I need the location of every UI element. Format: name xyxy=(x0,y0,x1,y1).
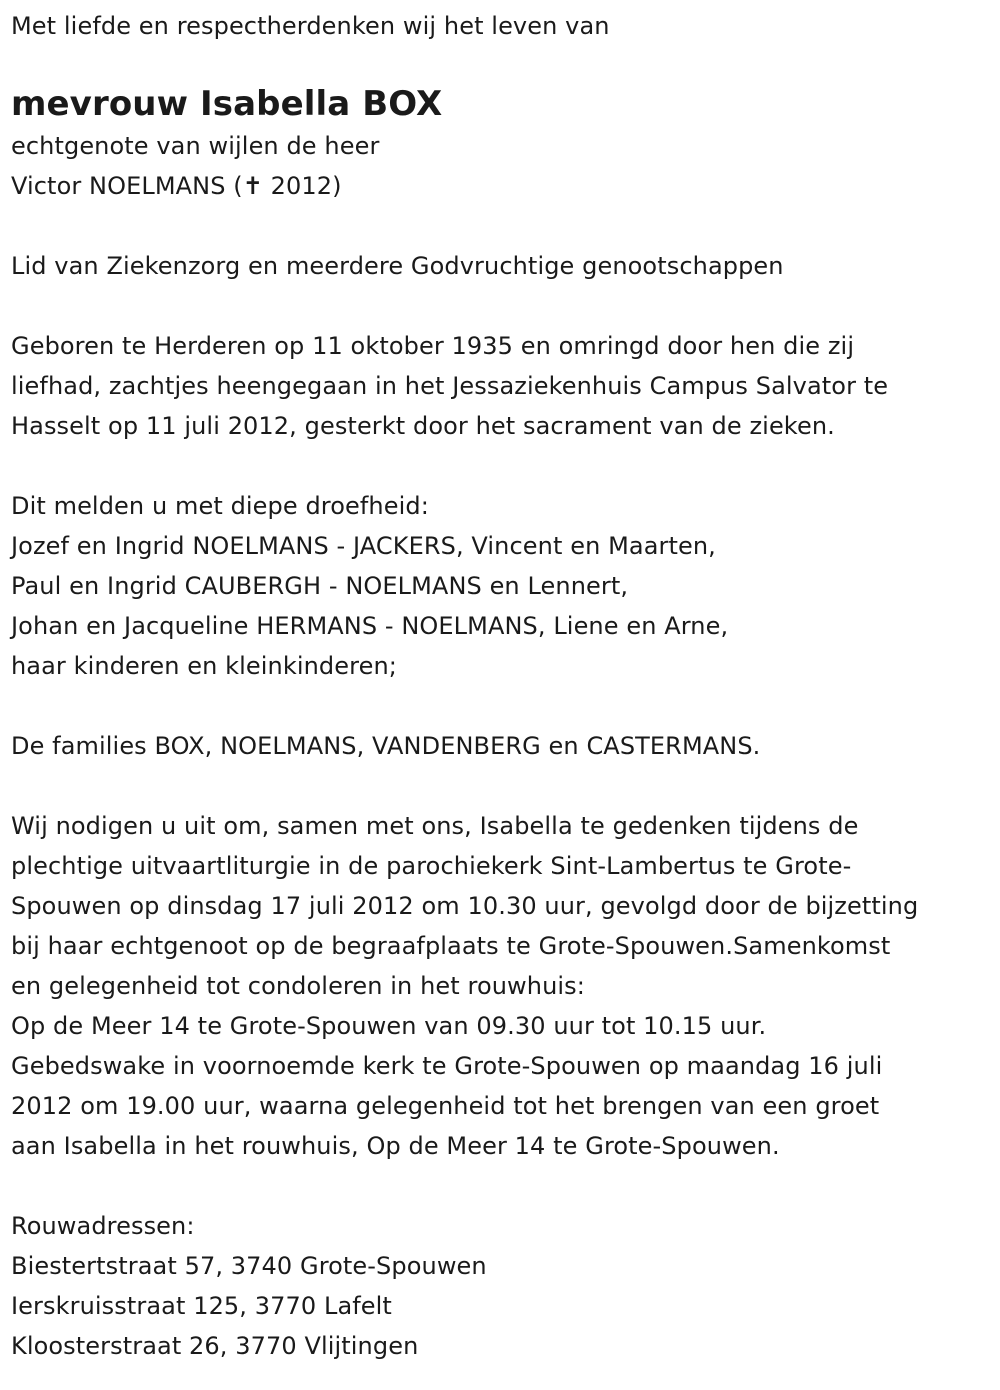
funeral-line: Spouwen op dinsdag 17 juli 2012 om 10.30 uur, gevolgd door de bijzetting xyxy=(11,892,919,920)
intro-text: Met liefde en respectherdenken wij het leven van xyxy=(11,12,610,40)
funeral-block xyxy=(11,806,1000,1166)
funeral-line: Wij nodigen u uit om, samen met ons, Isabella te gedenken tijdens de xyxy=(11,812,859,840)
funeral-line: bij haar echtgenoot op de begraafplaats te Grote-Spouwen.Samenkomst xyxy=(11,932,891,960)
announcement-line: haar kinderen en kleinkinderen; xyxy=(11,652,397,680)
spouse-line: Victor NOELMANS (✝ 2012) xyxy=(11,172,342,200)
families-text: De families BOX, NOELMANS, VANDENBERG en CASTERMANS. xyxy=(11,732,761,760)
spouse-block xyxy=(11,126,1000,206)
membership-text: Lid van Ziekenzorg en meerdere Godvruchtige genootschappen xyxy=(11,252,784,280)
announcement-line: Dit melden u met diepe droefheid: xyxy=(11,492,429,520)
funeral-line: Op de Meer 14 te Grote-Spouwen van 09.30 uur tot 10.15 uur. xyxy=(11,1012,767,1040)
birth-death-line: Hasselt op 11 juli 2012, gesterkt door het sacrament van de zieken. xyxy=(11,412,835,440)
birth-death-line: liefhad, zachtjes heengegaan in het Jessaziekenhuis Campus Salvator te xyxy=(11,372,889,400)
address-line: Ierskruisstraat 125, 3770 Lafelt xyxy=(11,1292,392,1320)
addresses-block xyxy=(11,1206,1000,1366)
address-line: Biestertstraat 57, 3740 Grote-Spouwen xyxy=(11,1252,487,1280)
funeral-line: plechtige uitvaartliturgie in de parochiekerk Sint-Lambertus te Grote- xyxy=(11,852,852,880)
birth-death-block xyxy=(11,326,1000,446)
announcement-line: Jozef en Ingrid NOELMANS - JACKERS, Vincent en Maarten, xyxy=(11,532,716,560)
address-line: Kloosterstraat 26, 3770 Vlijtingen xyxy=(11,1332,419,1360)
deceased-name: mevrouw Isabella BOX xyxy=(11,84,443,124)
announcement-block xyxy=(11,486,1000,686)
funeral-line: en gelegenheid tot condoleren in het rouwhuis: xyxy=(11,972,585,1000)
funeral-line: 2012 om 19.00 uur, waarna gelegenheid tot het brengen van een groet xyxy=(11,1092,880,1120)
addresses-heading: Rouwadressen: xyxy=(11,1212,195,1240)
spouse-line: echtgenote van wijlen de heer xyxy=(11,132,380,160)
announcement-line: Paul en Ingrid CAUBERGH - NOELMANS en Lennert, xyxy=(11,572,629,600)
birth-death-line: Geboren te Herderen op 11 oktober 1935 en omringd door hen die zij xyxy=(11,332,855,360)
families-block xyxy=(11,726,1000,766)
membership-block xyxy=(11,246,1000,286)
funeral-line: Gebedswake in voornoemde kerk te Grote-Spouwen op maandag 16 juli xyxy=(11,1052,883,1080)
announcement-line: Johan en Jacqueline HERMANS - NOELMANS, Liene en Arne, xyxy=(11,612,729,640)
funeral-line: aan Isabella in het rouwhuis, Op de Meer 14 te Grote-Spouwen. xyxy=(11,1132,780,1160)
